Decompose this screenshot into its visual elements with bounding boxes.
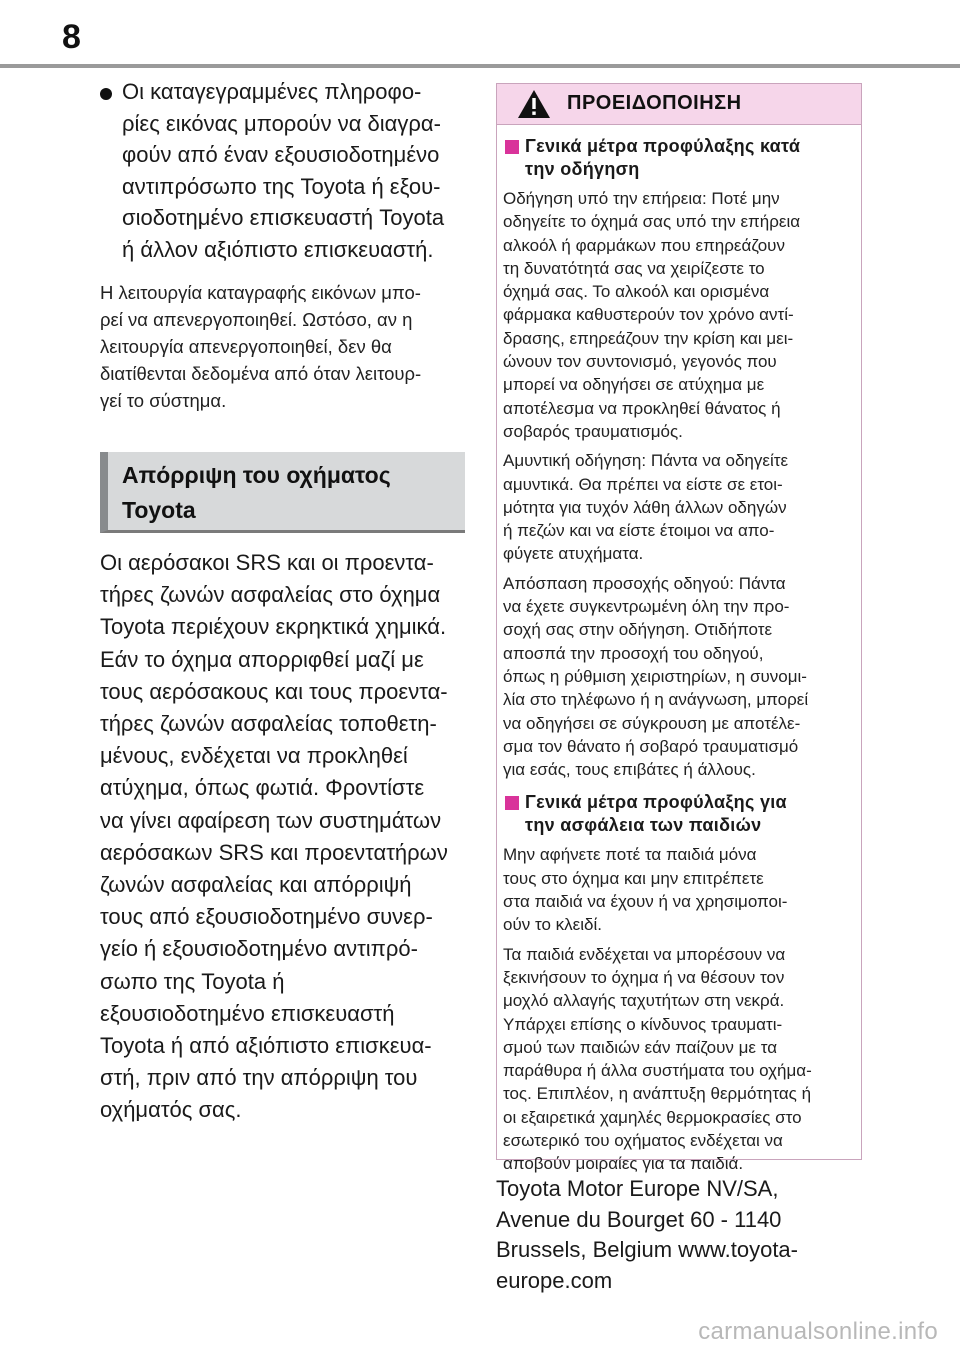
section-title-box [100, 452, 465, 533]
warning-paragraph: Οδήγηση υπό την επήρεια: Ποτέ μην οδηγείτε το όχημά σας υπό την επήρεια αλκοόλ ή φαρμάκων που επηρεάζουν τη δυνατότητά σας να χειρίζεστε το όχημά σας. Το αλκοόλ και ορισμένα φάρμακα καθυστερούν τον χρόνο αντί- δρασης, επηρεάζουν την κρίση και μει- ώνουν τον συντονισμό, γεγονός που μπορεί να οδηγήσει σε ατύχημα με αποτέλεσμα να προκληθεί θάνατος ή σοβαρός τραυματισμός. [503, 189, 801, 441]
warning-paragraph: Αμυντική οδήγηση: Πάντα να οδηγείτε αμυντικά. Θα πρέπει να είστε σε ετοι- μότητα για τυχόν λάθη άλλων οδηγών ή πεζών και να είστε έτοιμοι να απο- φύγετε ατυχήματα. [503, 451, 789, 564]
pink-square-icon [505, 796, 519, 810]
warning-triangle-icon [517, 89, 551, 119]
warning-box [496, 83, 862, 1174]
header-rule [0, 64, 960, 68]
section-title: Απόρριψη του οχήματος Toyota [122, 462, 391, 523]
warning-content [497, 125, 861, 1176]
warning-subheading-children [503, 791, 855, 837]
warning-header [497, 84, 861, 125]
footer-address: Toyota Motor Europe NV/SA, Avenue du Bourget 60 - 1140 Brussels, Belgium www.toyota- europe.com [496, 1176, 798, 1293]
disposal-body-text: Οι αερόσακοι SRS και οι προεντα- τήρες ζωνών ασφαλείας στο όχημα Toyota περιέχουν εκρηκτικά χημικά. Εάν το όχημα απορριφθεί μαζί με τους αερόσακους και τους προεντα- τήρες ζωνών ασφαλείας τοποθετη- μένους, ενδέχεται να προκληθεί ατύχημα, όπως φωτιά. Φροντίστε να γίνει αφαίρεση των συστημάτων αερόσακων SRS και προεντατήρων ζωνών ασφαλείας και απόρριψή τους από εξουσιοδοτημένο συνερ- γείο ή εξουσιοδοτημένο αντιπρό- σωπο της Toyota ή εξουσιοδοτημένο επισκευαστή Toyota ή από αξιόπιστο επισκευα- στή, πριν από την απόρριψη του οχήματός σας. [100, 550, 448, 1123]
page-number: 8 [62, 18, 81, 56]
subheading-text: Γενικά μέτρα προφύλαξης κατά την οδήγηση [525, 136, 801, 179]
warning-title: ΠΡΟΕΙΔΟΠΟΙΗΣΗ [567, 92, 742, 114]
pink-square-icon [505, 140, 519, 154]
left-column [100, 76, 465, 1127]
bullet-text: Οι καταγεγραμμένες πληροφο- ρίες εικόνας μπορούν να διαγρα- φούν από έναν εξουσιοδοτημένο αντιπρόσωπο της Toyota ή εξου- σιοδοτημένο επισκευαστή Toyota ή άλλον αξιόπιστο επισκευαστή. [122, 79, 445, 262]
bullet-item [100, 76, 465, 265]
warning-paragraph: Απόσπαση προσοχής οδηγού: Πάντα να έχετε συγκεντρωμένη όλη την προ- σοχή σας στην οδήγηση. Οτιδήποτε αποσπά την προσοχή του οδηγού, όπως η ρύθμιση χειριστηρίων, η συνομι- λία στο τηλέφωνο ή η ανάγνωση, μπορεί να οδηγήσει σε σύγκρουση με αποτέλε- σμα τον θάνατο ή σοβαρό τραυματισμό για εσάς, τους επιβάτες ή άλλους. [503, 573, 809, 780]
watermark: carmanualsonline.info [698, 1318, 938, 1345]
warning-subheading-driving [503, 135, 855, 181]
bullet-dot-icon [100, 88, 112, 100]
warning-paragraph: Μην αφήνετε ποτέ τα παιδιά μόνα τους στο όχημα και μην επιτρέπετε στα παιδιά να έχουν ή να χρησιμοποι- ούν το κλειδί. [503, 845, 788, 935]
subheading-text: Γενικά μέτρα προφύλαξης για την ασφάλεια των παιδιών [525, 792, 787, 836]
warning-paragraph: Τα παιδιά ενδέχεται να μπορέσουν να ξεκινήσουν το όχημα ή να θέσουν τον μοχλό αλλαγής ταχυτήτων στη νεκρά. Υπάρχει επίσης ο κίνδυνος τραυματι- σμού των παιδιών εάν παίζουν με τα παράθυρα ή άλλα συστήματα του οχήμα- τος. Επιπλέον, η ανάπτυξη θερμότητας ή οι εξαιρετικά χαμηλές θερμοκρασίες στο εσωτερικό του οχήματος ενδέχεται να αποβούν μοιραίες για τα παιδιά. [503, 944, 812, 1174]
note-text: Η λειτουργία καταγραφής εικόνων μπο- ρεί να απενεργοποιηθεί. Ωστόσο, αν η λειτουργία απενεργοποιηθεί, δεν θα διατίθενται δεδομένα από όταν λειτουρ- γεί το σύστημα. [100, 282, 422, 411]
